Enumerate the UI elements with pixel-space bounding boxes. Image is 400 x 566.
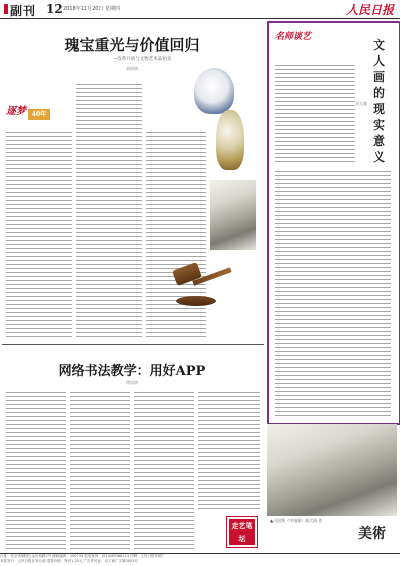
section-name: 副刊 <box>10 4 37 18</box>
badge-script: 逐梦 <box>6 106 26 117</box>
page-footer <box>0 553 400 566</box>
page-header <box>0 0 400 19</box>
issue-date: 2018年11月20日 星期四 <box>63 6 121 12</box>
article-calligraphy <box>2 348 264 552</box>
column-text-1 <box>275 63 355 163</box>
painting-caption: ▲山居图（中国画）高大同 作 <box>270 518 323 523</box>
anniversary-badge <box>6 102 50 126</box>
featured-column-box <box>267 21 400 425</box>
column-logo: 名师谈艺 <box>275 32 312 42</box>
article-title: 瑰宝重光与价值回归 <box>64 36 200 54</box>
text-column-d <box>198 390 260 510</box>
badge-number: 40年 <box>28 109 50 120</box>
landscape-painting-image <box>267 424 397 516</box>
article-treasure <box>2 20 264 342</box>
section-mark <box>4 4 8 14</box>
column-text-2 <box>275 169 391 417</box>
column-author: 刘大雄 <box>355 101 367 106</box>
article-author: 胡妍妍 <box>126 66 138 71</box>
divider <box>2 344 264 345</box>
column-tag <box>226 516 258 548</box>
column-title: 文人画的现实意义 <box>373 38 386 164</box>
text-column-c <box>134 390 194 550</box>
text-column-2 <box>76 82 142 340</box>
article2-title: 网络书法教学：用好APP <box>58 364 206 379</box>
footer-line-2: 本报发行：人民日报社发行部 零售价格：每份1.20元 广告许可证：京工商广字第0002号 <box>0 559 138 563</box>
newspaper-brand: 人民日报 <box>345 3 394 17</box>
text-column-a <box>6 390 66 550</box>
article2-author: 徐国鸿 <box>126 380 138 385</box>
text-column-1 <box>6 130 72 340</box>
gold-vase-image <box>216 110 244 170</box>
text-column-b <box>70 390 130 550</box>
auction-gavel-image <box>170 256 240 314</box>
article-subtitle: —改革开放与文物艺术品拍卖 <box>112 57 172 62</box>
column-tag-label: 走艺笔坛 <box>229 519 255 545</box>
scroll-painting-image <box>210 180 256 250</box>
blue-white-vase-image <box>194 68 234 114</box>
footer-line-1: 社址：北京市朝阳区金台西路2号 邮政编码：100733 电话查询：(010)65368114 印刷：人民日报印刷厂 <box>0 554 166 558</box>
page-number: 12 <box>46 2 63 16</box>
art-stamp: 美術 <box>358 526 386 542</box>
